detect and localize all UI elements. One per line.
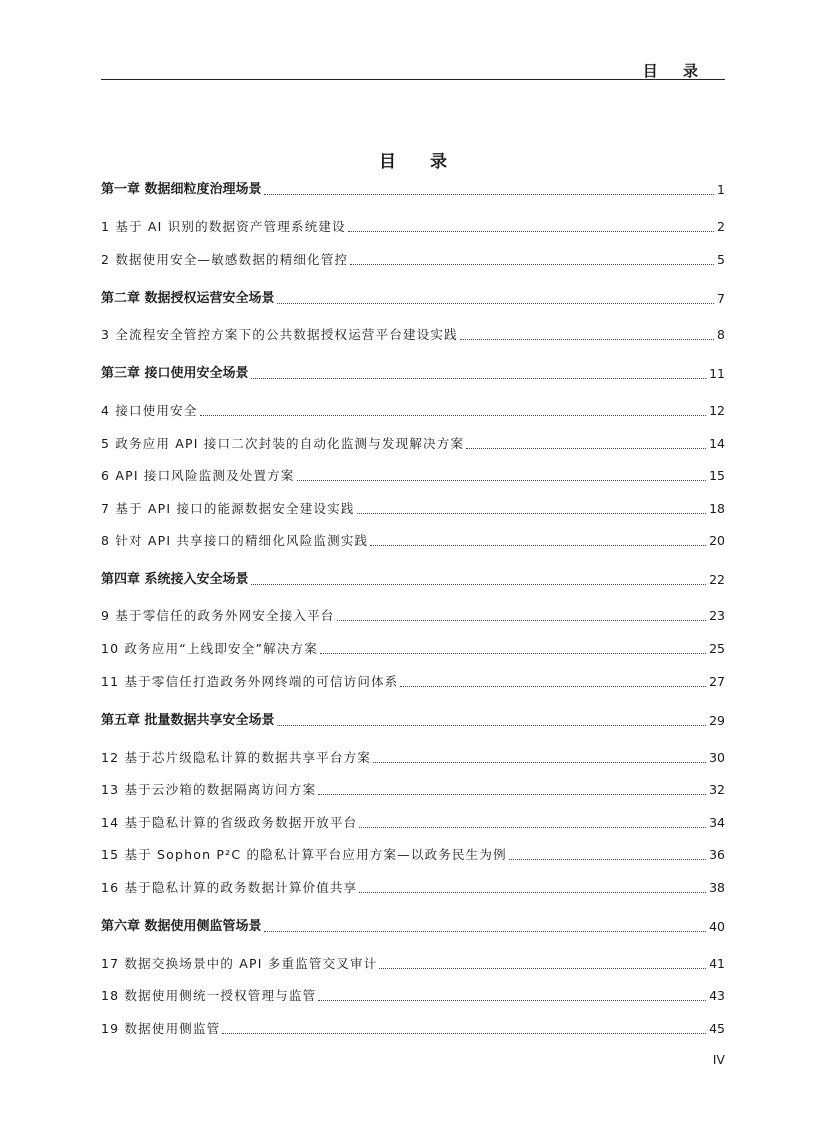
toc-entry-page: 41 bbox=[709, 956, 725, 971]
toc-entry-label: 4 接口使用安全 bbox=[101, 403, 198, 418]
dot-leader bbox=[509, 859, 706, 860]
toc-item[interactable] bbox=[101, 987, 725, 1005]
toc-entry-label: 8 针对 API 共享接口的精细化风险监测实践 bbox=[101, 533, 369, 548]
dot-leader bbox=[400, 686, 706, 687]
dot-leader bbox=[318, 794, 706, 795]
toc-entry-label: 16 基于隐私计算的政务数据计算价值共享 bbox=[101, 880, 358, 895]
toc-chapter[interactable] bbox=[101, 712, 725, 730]
toc-item[interactable] bbox=[101, 467, 725, 485]
dot-leader bbox=[337, 620, 707, 621]
toc-item[interactable] bbox=[101, 879, 725, 897]
toc-entry-page: 45 bbox=[709, 1021, 725, 1036]
toc-entry-page: 2 bbox=[717, 219, 725, 234]
dot-leader bbox=[318, 1000, 706, 1001]
toc-item[interactable] bbox=[101, 532, 725, 550]
toc-entry-label: 18 数据使用侧统一授权管理与监管 bbox=[101, 988, 317, 1003]
toc-chapter[interactable] bbox=[101, 181, 725, 199]
toc-entry-label: 5 政务应用 API 接口二次封装的自动化监测与发现解决方案 bbox=[101, 436, 465, 451]
dot-leader bbox=[277, 303, 715, 304]
toc-entry-page: 15 bbox=[709, 468, 725, 483]
dot-leader bbox=[348, 231, 714, 232]
toc-item[interactable] bbox=[101, 814, 725, 832]
dot-leader bbox=[357, 513, 707, 514]
dot-leader bbox=[466, 448, 706, 449]
toc-entry-label: 11 基于零信任打造政务外网终端的可信访问体系 bbox=[101, 674, 399, 689]
toc-entry-page: 30 bbox=[709, 750, 725, 765]
toc-entry-label: 3 全流程安全管控方案下的公共数据授权运营平台建设实践 bbox=[101, 327, 458, 342]
toc-entry-page: 5 bbox=[717, 252, 725, 267]
toc-entry-page: 23 bbox=[709, 608, 725, 623]
toc-item[interactable] bbox=[101, 673, 725, 691]
dot-leader bbox=[251, 584, 707, 585]
toc-chapter[interactable] bbox=[101, 290, 725, 308]
toc-entry-page: 14 bbox=[709, 436, 725, 451]
dot-leader bbox=[370, 545, 706, 546]
toc-entry-label: 19 数据使用侧监管 bbox=[101, 1021, 221, 1036]
toc-entry-label: 10 政务应用“上线即安全”解决方案 bbox=[101, 641, 318, 656]
dot-leader bbox=[460, 339, 714, 340]
toc-entry-page: 40 bbox=[709, 919, 725, 934]
toc-entry-page: 29 bbox=[709, 713, 725, 728]
dot-leader bbox=[373, 762, 706, 763]
toc-item[interactable] bbox=[101, 749, 725, 767]
toc-entry-page: 20 bbox=[709, 533, 725, 548]
dot-leader bbox=[297, 480, 707, 481]
toc-entry-label: 17 数据交换场景中的 API 多重监管交叉审计 bbox=[101, 956, 378, 971]
toc-item[interactable] bbox=[101, 781, 725, 799]
toc-entry-page: 7 bbox=[717, 291, 725, 306]
toc-item[interactable] bbox=[101, 326, 725, 344]
toc-entry-page: 8 bbox=[717, 327, 725, 342]
toc-entry-page: 1 bbox=[717, 182, 725, 197]
dot-leader bbox=[264, 194, 715, 195]
toc-item[interactable] bbox=[101, 607, 725, 625]
dot-leader bbox=[359, 892, 706, 893]
toc-entry-label: 第四章 系统接入安全场景 bbox=[101, 572, 249, 587]
toc-item[interactable] bbox=[101, 402, 725, 420]
dot-leader bbox=[350, 264, 714, 265]
toc-item[interactable] bbox=[101, 500, 725, 518]
toc-entry-page: 36 bbox=[709, 847, 725, 862]
dot-leader bbox=[320, 653, 706, 654]
dot-leader bbox=[379, 968, 706, 969]
toc-entry-label: 7 基于 API 接口的能源数据安全建设实践 bbox=[101, 501, 355, 516]
toc-entry-label: 第六章 数据使用侧监管场景 bbox=[101, 919, 262, 934]
toc-chapter[interactable] bbox=[101, 571, 725, 589]
toc-entry-page: 18 bbox=[709, 501, 725, 516]
toc-entry-label: 12 基于芯片级隐私计算的数据共享平台方案 bbox=[101, 750, 372, 765]
toc-entry-label: 6 API 接口风险监测及处置方案 bbox=[101, 468, 295, 483]
toc-item[interactable] bbox=[101, 640, 725, 658]
toc-entry-label: 14 基于隐私计算的省级政务数据开放平台 bbox=[101, 815, 358, 830]
toc-entry-label: 第二章 数据授权运营安全场景 bbox=[101, 291, 275, 306]
toc-entry-page: 25 bbox=[709, 641, 725, 656]
toc-item[interactable] bbox=[101, 846, 725, 864]
toc-entry-label: 13 基于云沙箱的数据隔离访问方案 bbox=[101, 782, 317, 797]
toc-title: 目 录 bbox=[379, 152, 461, 172]
toc-item[interactable] bbox=[101, 251, 725, 269]
toc-item[interactable] bbox=[101, 1020, 725, 1038]
running-header: 目 录 bbox=[642, 62, 708, 80]
page-number: IV bbox=[712, 1052, 725, 1067]
toc-item[interactable] bbox=[101, 955, 725, 973]
toc-item[interactable] bbox=[101, 435, 725, 453]
dot-leader bbox=[359, 827, 706, 828]
toc-chapter[interactable] bbox=[101, 365, 725, 383]
toc-entry-page: 12 bbox=[709, 403, 725, 418]
toc-entry-page: 22 bbox=[709, 572, 725, 587]
toc-entry-label: 15 基于 Sophon P²C 的隐私计算平台应用方案—以政务民生为例 bbox=[101, 847, 507, 862]
toc-entry-page: 11 bbox=[709, 366, 725, 381]
table-of-contents bbox=[101, 0, 725, 1122]
dot-leader bbox=[222, 1033, 706, 1034]
toc-chapter[interactable] bbox=[101, 918, 725, 936]
toc-item[interactable] bbox=[101, 218, 725, 236]
toc-entry-label: 9 基于零信任的政务外网安全接入平台 bbox=[101, 608, 335, 623]
toc-entry-label: 1 基于 AI 识别的数据资产管理系统建设 bbox=[101, 219, 346, 234]
dot-leader bbox=[264, 931, 707, 932]
toc-entry-label: 第五章 批量数据共享安全场景 bbox=[101, 713, 275, 728]
toc-entry-label: 第三章 接口使用安全场景 bbox=[101, 366, 249, 381]
toc-entry-label: 第一章 数据细粒度治理场景 bbox=[101, 182, 262, 197]
dot-leader bbox=[251, 378, 707, 379]
toc-entry-page: 27 bbox=[709, 674, 725, 689]
toc-entry-page: 43 bbox=[709, 988, 725, 1003]
toc-entry-label: 2 数据使用安全—敏感数据的精细化管控 bbox=[101, 252, 349, 267]
toc-entry-page: 34 bbox=[709, 815, 725, 830]
toc-entry-page: 32 bbox=[709, 782, 725, 797]
dot-leader bbox=[277, 725, 707, 726]
toc-entry-page: 38 bbox=[709, 880, 725, 895]
dot-leader bbox=[200, 415, 707, 416]
